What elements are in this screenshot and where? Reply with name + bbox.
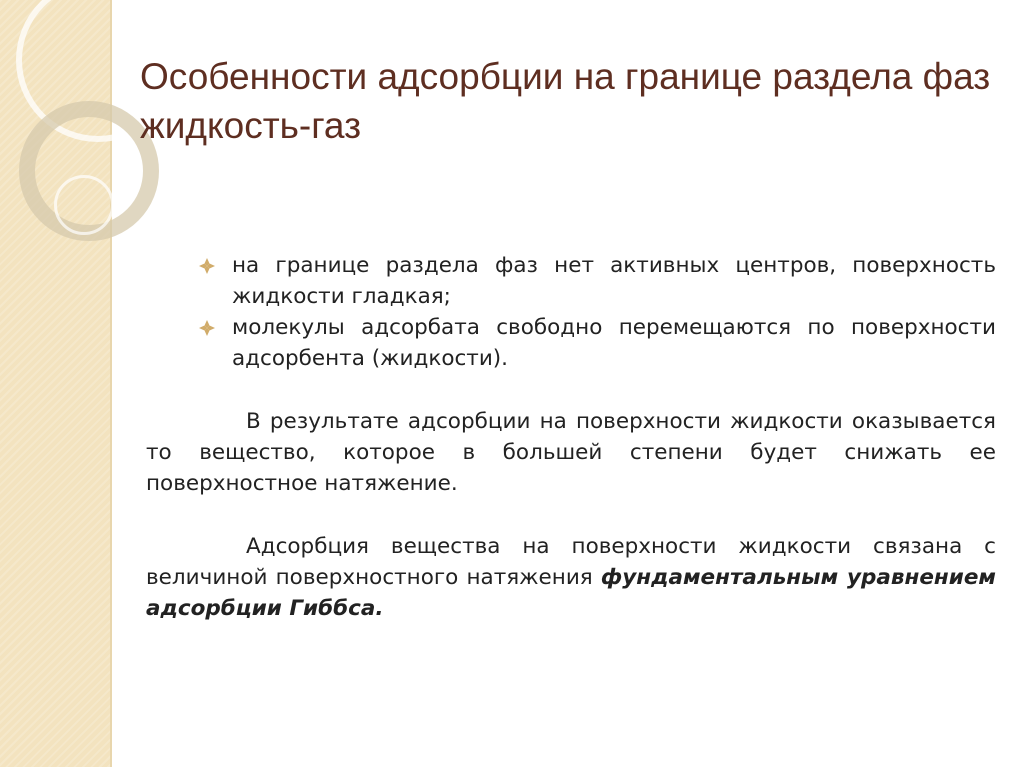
gibbs-paragraph xyxy=(146,531,996,624)
decorative-ring-small xyxy=(54,175,114,235)
diamond-bullet-icon xyxy=(198,253,216,271)
slide-title: Особенности адсорбции на границе раздела фаз жидкость-газ xyxy=(140,56,991,146)
slide-body xyxy=(146,250,996,624)
gibbs-paragraph-lead: Адсорбция вещества на поверхности жидкости связана с величиной поверхностного натяжения xyxy=(146,534,996,590)
diamond-bullet-icon xyxy=(198,315,216,333)
gibbs-equation-emphasis: фундаментальным уравнением адсорбции Гиббса. xyxy=(146,565,996,621)
bullet-item xyxy=(146,250,996,312)
bullet-text: на границе раздела фаз нет активных центров, поверхность жидкости гладкая; xyxy=(232,253,996,309)
bullet-text: молекулы адсорбата свободно перемещаются по поверхности адсорбента (жидкости). xyxy=(232,315,996,371)
result-paragraph: В результате адсорбции на поверхности жидкости оказывается то вещество, которое в большей степени будет снижать ее поверхностное натяжение. xyxy=(146,409,996,496)
bullet-list xyxy=(146,250,996,374)
bullet-item xyxy=(146,312,996,374)
